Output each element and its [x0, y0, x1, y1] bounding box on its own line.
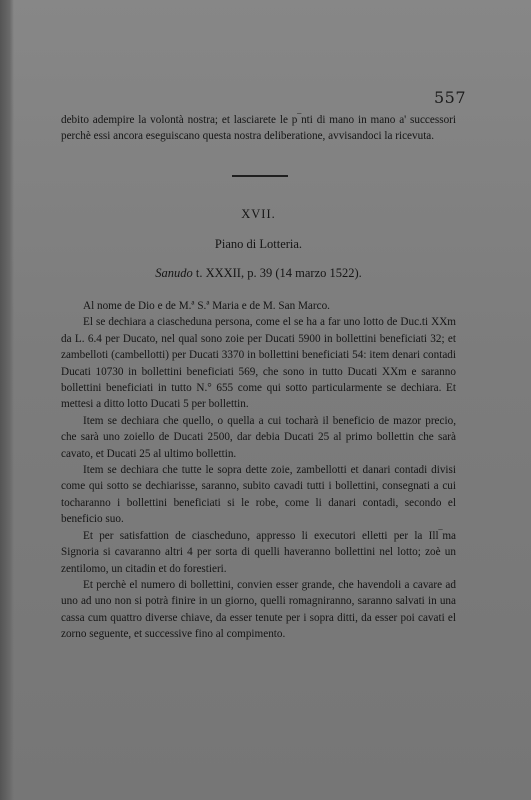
section-title: Piano di Lotteria. — [214, 237, 303, 251]
section-number: XVII. — [241, 207, 276, 221]
paragraph-lottery-description: El se dechiara a ciascheduna persona, come el se ha a far uno lotto de Duc.ti XXm da L. 6.4 per Ducato, nel qual sono zoie per Ducati 5900 in bollettini beneficiati 32; et zambelloti (cambellotti) per Ducati 3370 in bollettini beneficiati 54: item denari contadi Ducati 10730 in bollettini beneficiati 569, che sono in tutto Ducati XXm e saranno bollettini beneficiati in tutto N.° 655 come qui sotto particularmente se dechiara. Et mettesi a ditto lotto Ducati 5 per bollettin. — [61, 316, 456, 411]
opening-paragraph-block — [61, 112, 456, 145]
paragraph-consignment: Item se dechiara che tutte le sopra dette zoie, zambellotti et danari contadi divisi come qui sotto se dechiarisse, saranno, subito cavadi tutti i bollettini, consegnati a cui tocharanno i bollettini beneficiati si le robe, come li danari contadi, secondo el beneficio suo. — [61, 464, 456, 526]
opening-paragraph: debito adempire la volontà nostra; et lasciarete le p‾nti di mano in mano a' successori perchè essi ancora eseguiscano questa nostra deliberatione, avvisandoci la ricevuta. — [61, 114, 456, 143]
invocation-line: Al nome de Dio e de M.ª S.ª Maria e de M. San Marco. — [83, 300, 330, 312]
book-spine-shadow — [0, 0, 14, 800]
source-reference: t. XXXII, p. 39 (14 marzo 1522). — [192, 266, 362, 280]
paragraph-major-prize: Item se dechiara che quello, o quella a cui tocharà il beneficio de mazor precio, che sarà uno zoiello de Ducati 2500, dar debia Ducati 25 al primo bollettin che sarà cavato, et Ducati 25 al ultimo bollettin. — [61, 414, 456, 460]
document-body — [61, 298, 456, 643]
page-number: 557 — [433, 88, 466, 107]
paragraph-drawing-procedure: Et perchè el numero di bollettini, convien esser grande, che havendoli a cavare ad uno ad uno non si potrà finire in un giorno, quelli romagniranno, saranno salvati in una cassa cum quattro diverse chiave, da esser tenute per i sopra ditti, da esser poi cavati el zorno seguente, et successive fino al compimento. — [61, 578, 456, 641]
source-citation — [61, 266, 456, 281]
source-author: Sanudo — [155, 266, 193, 280]
section-divider — [232, 175, 288, 177]
paragraph-executors: Et per satisfattion de ciascheduno, appresso li executori elletti per la Ill‾ma Signoria si cavaranno altri 4 per sorta di quelli haveranno bollettini nel lotto; zoè un zentilomo, un citadin et do forestieri. — [61, 529, 456, 575]
